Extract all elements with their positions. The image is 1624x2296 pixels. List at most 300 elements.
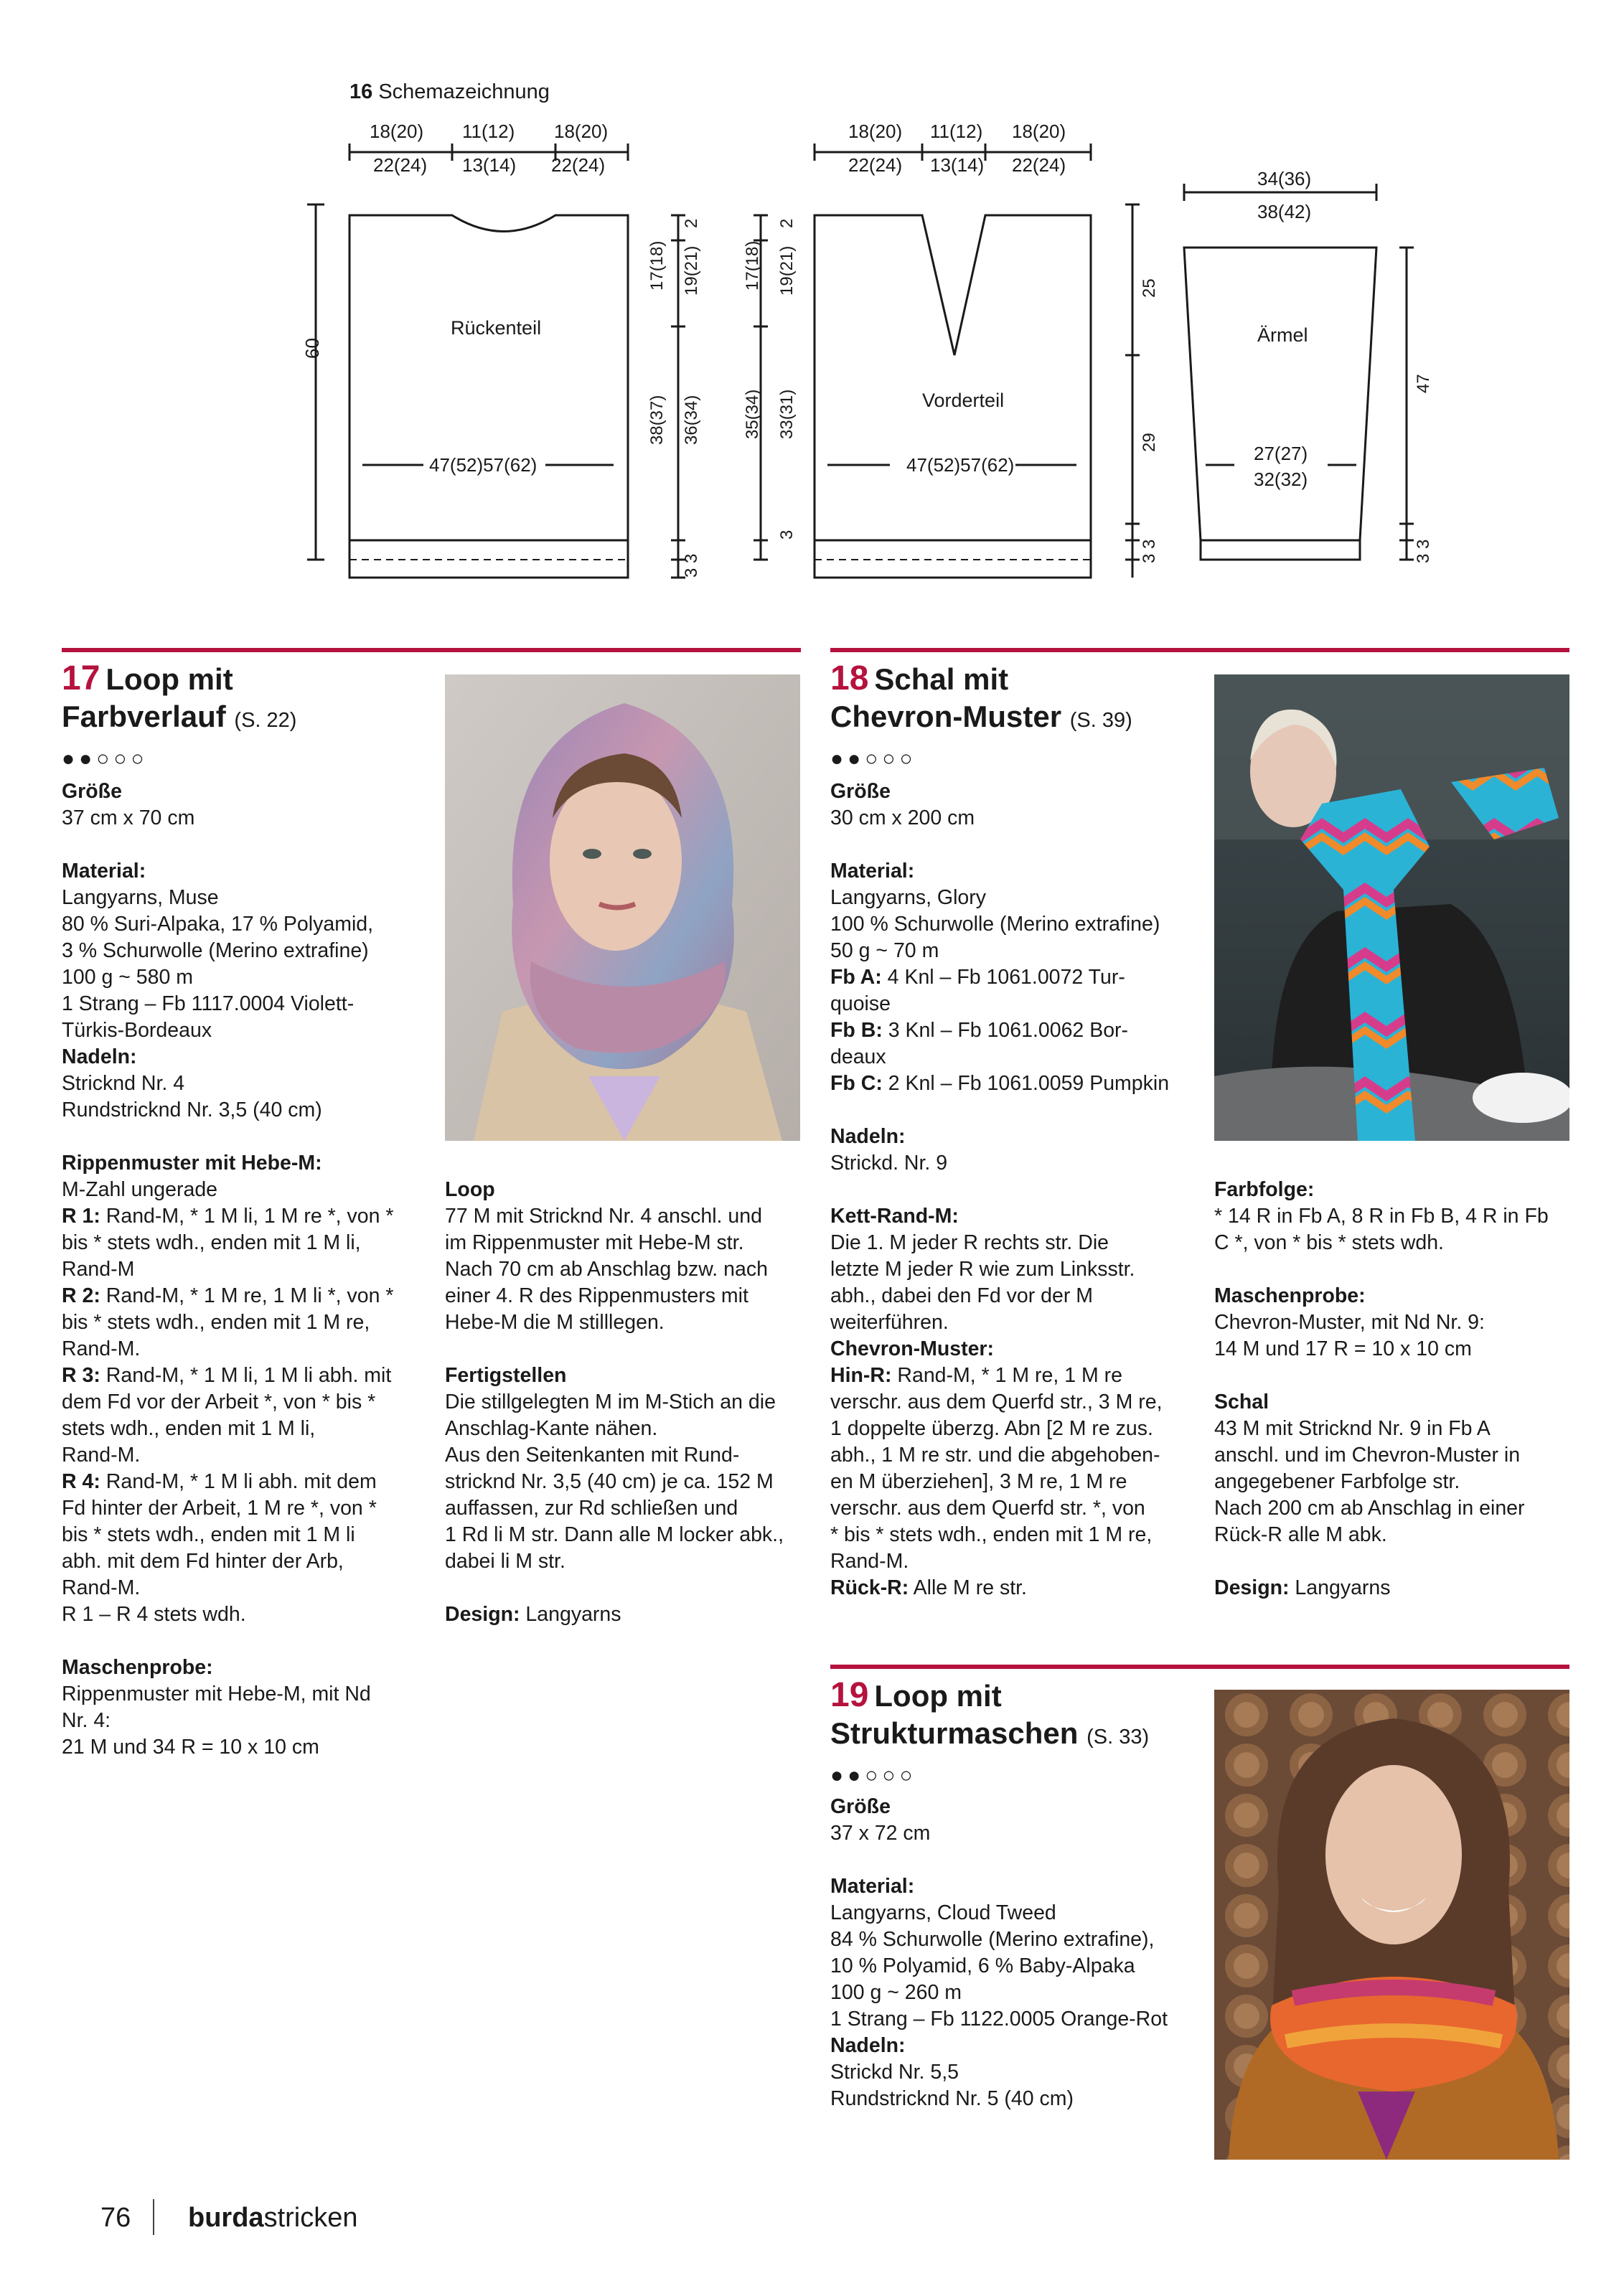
text-value: Loop <box>445 1178 495 1201</box>
text-line <box>1214 1442 1573 1469</box>
text-key: R 2: <box>62 1284 100 1307</box>
text-line <box>62 964 442 991</box>
front-side-25: 25 <box>1140 278 1159 298</box>
text-value: * bis * stets wdh., enden mit 1 M re, <box>830 1523 1153 1546</box>
text-line <box>830 1495 1211 1522</box>
text-value: bis * stets wdh., enden mit 1 M re, <box>62 1311 370 1334</box>
text-line <box>830 1416 1211 1442</box>
text-value: auffassen, zur Rd schließen und <box>445 1497 738 1520</box>
text-line <box>830 1177 1211 1203</box>
text-key: Design: <box>1214 1576 1290 1599</box>
text-value: letzte M jeder R wie zum Linksstr. <box>830 1258 1135 1281</box>
text-line <box>445 1336 804 1363</box>
text-line <box>830 778 1211 805</box>
text-line <box>830 1794 1211 1820</box>
text-value: Aus den Seitenkanten mit Rund- <box>445 1444 740 1467</box>
text-value: Rundstricknd Nr. 3,5 (40 cm) <box>62 1098 322 1121</box>
text-value: Rand-M, * 1 M li, 1 M re *, von * <box>100 1205 394 1228</box>
text-line <box>445 1601 804 1628</box>
text-line <box>830 1389 1211 1416</box>
p17-number: 17 <box>62 659 100 697</box>
schema-drawing <box>0 0 1624 617</box>
text-line <box>830 1309 1211 1336</box>
text-line <box>830 885 1211 911</box>
text-line <box>1214 1575 1573 1601</box>
text-line <box>1214 1416 1573 1442</box>
p19-difficulty-rating: ●●○○○ <box>830 1764 917 1787</box>
p18-title-1: Schal mit <box>874 662 1009 696</box>
text-value: verschr. aus dem Querfd str. *, von <box>830 1497 1145 1520</box>
text-value: C *, von * bis * stets wdh. <box>1214 1231 1444 1254</box>
text-value: 84 % Schurwolle (Merino extrafine), <box>830 1928 1155 1951</box>
p17-page-ref: (S. 22) <box>234 709 297 732</box>
text-line <box>830 1044 1211 1071</box>
text-line <box>830 1522 1211 1548</box>
front-label: Vorderteil <box>922 390 1005 411</box>
text-key: Fb B: <box>830 1019 883 1042</box>
text-value: Langyarns <box>1289 1576 1391 1599</box>
p19-header <box>830 1677 1203 1756</box>
text-line <box>445 1548 804 1575</box>
text-line <box>62 832 442 858</box>
text-value: Rand-M <box>62 1258 135 1281</box>
sleeve-height: 47 <box>1414 374 1433 393</box>
front-top-dim-1c: 18(20) <box>1012 121 1066 142</box>
text-value: Türkis-Bordeaux <box>62 1019 212 1042</box>
back-side-3634: 36(34) <box>682 395 701 445</box>
p17-difficulty-rating: ●●○○○ <box>62 747 149 771</box>
text-value: R 1 – R 4 stets wdh. <box>62 1603 246 1626</box>
back-side-1921: 19(21) <box>682 245 701 296</box>
text-value: Größe <box>62 780 122 803</box>
p18-text-col-2 <box>1214 1177 1573 1601</box>
text-line <box>830 1097 1211 1124</box>
p17-text-col-2 <box>445 1177 804 1628</box>
back-side-2: 2 <box>682 218 701 228</box>
text-value: Rippenmuster mit Hebe-M, mit Nd <box>62 1683 371 1705</box>
p19-number: 19 <box>830 1676 869 1714</box>
text-value: Material: <box>830 860 915 883</box>
text-line <box>62 911 442 938</box>
text-line <box>830 1442 1211 1469</box>
text-value: Langyarns <box>520 1603 621 1626</box>
text-line <box>62 1708 442 1734</box>
text-line <box>62 938 442 964</box>
text-value: Hebe-M die M stilllegen. <box>445 1311 665 1334</box>
text-line <box>1214 1309 1573 1336</box>
text-line <box>830 1873 1211 1900</box>
text-line <box>830 1336 1211 1363</box>
text-line <box>830 991 1211 1017</box>
text-line <box>445 1442 804 1469</box>
text-line <box>830 1203 1211 1230</box>
text-line <box>62 1336 442 1363</box>
front-top-dim-2a: 22(24) <box>848 154 903 176</box>
text-line <box>445 1469 804 1495</box>
p18-title-2: Chevron-Muster <box>830 700 1062 733</box>
text-value: Material: <box>830 1875 915 1898</box>
front-side-1921: 19(21) <box>777 245 797 296</box>
text-value: Rundstricknd Nr. 5 (40 cm) <box>830 2087 1074 2110</box>
front-top-dim-2c: 22(24) <box>1012 154 1066 176</box>
text-line <box>1214 1469 1573 1495</box>
text-value: Langyarns, Cloud Tweed <box>830 1901 1056 1924</box>
front-side-3331: 33(31) <box>777 389 797 439</box>
sleeve-piece-outline <box>1184 248 1376 540</box>
text-line <box>445 1416 804 1442</box>
text-value: 50 g ~ 70 m <box>830 939 939 962</box>
text-line <box>62 1071 442 1097</box>
text-value: Chevron-Muster, mit Nd Nr. 9: <box>1214 1311 1485 1334</box>
text-line <box>1214 1336 1573 1363</box>
back-top-dim-1c: 18(20) <box>554 121 609 142</box>
text-line <box>830 911 1211 938</box>
p19-text-col-1 <box>830 1794 1211 2112</box>
text-value: 77 M mit Stricknd Nr. 4 anschl. und <box>445 1205 762 1228</box>
text-line <box>62 1681 442 1708</box>
text-value: Größe <box>830 1795 891 1818</box>
text-line <box>1214 1522 1573 1548</box>
text-value: 21 M und 34 R = 10 x 10 cm <box>62 1736 319 1759</box>
text-value: 37 x 72 cm <box>830 1822 931 1845</box>
text-line <box>830 805 1211 832</box>
front-side-3: 3 <box>777 530 797 540</box>
text-value: Nach 200 cm ab Anschlag in einer <box>1214 1497 1525 1520</box>
text-value: 1 doppelte überzg. Abn [2 M re zus. <box>830 1417 1153 1440</box>
text-line <box>62 805 442 832</box>
p18-number: 18 <box>830 659 869 697</box>
sleeve-side-33: 3 3 <box>1414 539 1433 563</box>
p18-page-ref: (S. 39) <box>1069 709 1132 732</box>
sleeve-bottom-2: 32(32) <box>1254 469 1308 490</box>
text-value: abh., 1 M re str. und die abgehoben- <box>830 1444 1160 1467</box>
p19-title-2: Strukturmaschen <box>830 1716 1079 1750</box>
text-value: Chevron-Muster: <box>830 1337 995 1360</box>
text-line <box>62 1256 442 1283</box>
text-line <box>62 1628 442 1655</box>
text-line <box>62 1522 442 1548</box>
p18-header <box>830 660 1203 739</box>
text-value: anschl. und im Chevron-Muster in <box>1214 1444 1521 1467</box>
text-value: Nadeln: <box>830 2034 906 2057</box>
text-value: Anschlag-Kante nähen. <box>445 1417 658 1440</box>
text-line <box>830 1363 1211 1389</box>
p19-page-ref: (S. 33) <box>1086 1726 1150 1749</box>
text-line <box>62 1389 442 1416</box>
text-value: Rand-M, * 1 M li, 1 M li abh. mit <box>100 1364 392 1387</box>
text-value: Kett-Rand-M: <box>830 1205 959 1228</box>
text-value: Die stillgelegten M im M-Stich an die <box>445 1391 776 1413</box>
front-side-3534: 35(34) <box>743 389 762 439</box>
text-line <box>1214 1363 1573 1389</box>
text-value: Farbfolge: <box>1214 1178 1315 1201</box>
text-line <box>830 1124 1211 1150</box>
p17-header <box>62 660 435 739</box>
front-top-dim-2b: 13(14) <box>930 154 985 176</box>
back-top-dim-1a: 18(20) <box>370 121 424 142</box>
text-key: R 4: <box>62 1470 100 1493</box>
text-value: Rand-M. <box>62 1576 141 1599</box>
text-line <box>62 1442 442 1469</box>
text-line <box>1214 1203 1573 1230</box>
text-line <box>62 1655 442 1681</box>
text-line <box>62 1017 442 1044</box>
text-line <box>1214 1283 1573 1309</box>
text-value: Rippenmuster mit Hebe-M: <box>62 1152 322 1175</box>
p18-text-col-1 <box>830 778 1211 1601</box>
text-line <box>830 2006 1211 2033</box>
text-value: 43 M mit Stricknd Nr. 9 in Fb A <box>1214 1417 1491 1440</box>
schema-section <box>0 0 1624 617</box>
text-line <box>830 1820 1211 1847</box>
text-line <box>445 1256 804 1283</box>
text-value: 10 % Polyamid, 6 % Baby-Alpaka <box>830 1954 1135 1977</box>
text-line <box>62 1548 442 1575</box>
text-value: 100 g ~ 580 m <box>62 966 194 989</box>
text-line <box>830 1953 1211 1980</box>
text-line <box>62 1601 442 1628</box>
text-value: Rand-M. <box>830 1550 909 1573</box>
text-line <box>62 1150 442 1177</box>
text-value: Strickd Nr. 5,5 <box>830 2061 959 2084</box>
back-side-1718: 17(18) <box>647 240 667 291</box>
text-key: Hin-R: <box>830 1364 892 1387</box>
page-number: 76 <box>100 2203 131 2233</box>
text-value: 100 % Schurwolle (Merino extrafine) <box>830 913 1160 936</box>
front-top-dim-1a: 18(20) <box>848 121 903 142</box>
text-line <box>830 1469 1211 1495</box>
p19-rule <box>830 1665 1569 1669</box>
text-value: Rand-M, * 1 M li abh. mit dem <box>100 1470 377 1493</box>
text-line <box>62 1734 442 1761</box>
text-line <box>62 1124 442 1150</box>
text-value: stricknd Nr. 3,5 (40 cm) je ca. 152 M <box>445 1470 774 1493</box>
front-side-1718: 17(18) <box>743 240 762 291</box>
text-line <box>445 1522 804 1548</box>
text-line <box>445 1177 804 1203</box>
text-value: * 14 R in Fb A, 8 R in Fb B, 4 R in Fb <box>1214 1205 1549 1228</box>
text-line <box>1214 1389 1573 1416</box>
text-value: Größe <box>830 780 891 803</box>
text-value: angegebener Farbfolge str. <box>1214 1470 1460 1493</box>
text-value: en M überziehen], 3 M re, 1 M re <box>830 1470 1127 1493</box>
text-line <box>830 1847 1211 1873</box>
brand-bold: burda <box>188 2203 264 2233</box>
text-value: Material: <box>62 860 146 883</box>
sleeve-top-2: 38(42) <box>1257 201 1312 222</box>
text-value: weiterführen. <box>830 1311 949 1334</box>
p18-difficulty-rating: ●●○○○ <box>830 747 917 771</box>
text-value: quoise <box>830 992 891 1015</box>
text-line <box>62 1177 442 1203</box>
text-value: Stricknd Nr. 4 <box>62 1072 185 1095</box>
text-key: Rück-R: <box>830 1576 909 1599</box>
p17-photo <box>445 674 800 1141</box>
p19-photo <box>1214 1690 1569 2160</box>
text-line <box>830 832 1211 858</box>
text-line <box>830 1980 1211 2006</box>
text-line <box>1214 1177 1573 1203</box>
back-top-dim-1b: 11(12) <box>462 121 515 142</box>
text-line <box>445 1363 804 1389</box>
text-value: 30 cm x 200 cm <box>830 806 975 829</box>
text-value: einer 4. R des Rippenmusters mit <box>445 1284 748 1307</box>
text-line <box>830 1256 1211 1283</box>
text-line <box>830 1575 1211 1601</box>
text-value: M-Zahl ungerade <box>62 1178 218 1201</box>
text-line <box>445 1575 804 1601</box>
back-label: Rückenteil <box>451 317 542 339</box>
text-line <box>1214 1548 1573 1575</box>
back-top-dim-2a: 22(24) <box>373 154 428 176</box>
text-value: 4 Knl – Fb 1061.0072 Tur- <box>881 966 1125 989</box>
text-line <box>62 1309 442 1336</box>
text-line <box>62 1283 442 1309</box>
text-line <box>62 1575 442 1601</box>
sleeve-label: Ärmel <box>1257 324 1308 346</box>
p18-rule <box>830 648 1569 652</box>
text-value: 1 Rd li M str. Dann alle M locker abk., <box>445 1523 784 1546</box>
text-line <box>62 1363 442 1389</box>
text-line <box>1214 1230 1573 1256</box>
text-value: 14 M und 17 R = 10 x 10 cm <box>1214 1337 1472 1360</box>
text-line <box>830 2086 1211 2112</box>
text-value: im Rippenmuster mit Hebe-M str. <box>445 1231 744 1254</box>
text-line <box>1214 1256 1573 1283</box>
p17-title-1: Loop mit <box>105 662 233 696</box>
text-value: 3 % Schurwolle (Merino extrafine) <box>62 939 369 962</box>
back-piece-outline <box>349 215 628 578</box>
text-line <box>830 1548 1211 1575</box>
text-line <box>830 938 1211 964</box>
text-value: Rand-M. <box>62 1444 141 1467</box>
front-side-33: 3 3 <box>1140 539 1159 563</box>
schema-title-text: Schemazeichnung <box>378 80 550 103</box>
text-line <box>445 1495 804 1522</box>
text-value: dabei li M str. <box>445 1550 565 1573</box>
text-line <box>1214 1495 1573 1522</box>
text-value: Nach 70 cm ab Anschlag bzw. nach <box>445 1258 768 1281</box>
sleeve-bottom-1: 27(27) <box>1254 443 1308 464</box>
text-line <box>62 885 442 911</box>
front-top-dim-1b: 11(12) <box>930 121 983 142</box>
back-top-dim-2c: 22(24) <box>551 154 606 176</box>
text-value: Alle M re str. <box>909 1576 1027 1599</box>
text-line <box>830 1071 1211 1097</box>
text-value: Fertigstellen <box>445 1364 567 1387</box>
text-line <box>445 1203 804 1230</box>
text-value: Nadeln: <box>62 1045 137 1068</box>
text-line <box>830 858 1211 885</box>
text-line <box>830 2033 1211 2059</box>
text-line <box>830 2059 1211 2086</box>
footer-divider <box>153 2199 154 2235</box>
text-key: R 3: <box>62 1364 100 1387</box>
text-value: stets wdh., enden mit 1 M li, <box>62 1417 316 1440</box>
text-line <box>62 1203 442 1230</box>
text-value: Rück-R alle M abk. <box>1214 1523 1387 1546</box>
back-side-33: 3 3 <box>682 553 701 578</box>
p17-rule <box>62 648 801 652</box>
front-side-2: 2 <box>777 218 797 228</box>
text-value: Langyarns, Muse <box>62 886 219 909</box>
p19-title-1: Loop mit <box>874 1679 1002 1713</box>
sleeve-top-1: 34(36) <box>1257 168 1312 189</box>
text-value: abh., dabei den Fd vor der M <box>830 1284 1093 1307</box>
p17-text-col-1 <box>62 778 442 1761</box>
text-value: Die 1. M jeder R rechts str. Die <box>830 1231 1109 1254</box>
p18-photo <box>1214 674 1569 1141</box>
text-value: Nadeln: <box>830 1125 906 1148</box>
text-value: Fd hinter der Arbeit, 1 M re *, von * <box>62 1497 377 1520</box>
back-height: 60 <box>301 338 323 359</box>
text-value: 1 Strang – Fb 1122.0005 Orange-Rot <box>830 2008 1168 2031</box>
text-value: Rand-M, * 1 M re, 1 M re <box>891 1364 1122 1387</box>
back-side-3837: 38(37) <box>647 395 667 445</box>
text-key: R 1: <box>62 1205 100 1228</box>
text-value: Rand-M. <box>62 1337 141 1360</box>
text-line <box>830 1283 1211 1309</box>
text-line <box>62 1230 442 1256</box>
text-line <box>62 1495 442 1522</box>
text-value: 80 % Suri-Alpaka, 17 % Polyamid, <box>62 913 374 936</box>
text-value: bis * stets wdh., enden mit 1 M li <box>62 1523 355 1546</box>
text-line <box>830 1150 1211 1177</box>
text-value: deaux <box>830 1045 886 1068</box>
back-width: 47(52)57(62) <box>429 454 538 476</box>
text-value: Maschenprobe: <box>62 1656 213 1679</box>
text-value: dem Fd vor der Arbeit *, von * bis * <box>62 1391 376 1413</box>
text-value: 3 Knl – Fb 1061.0062 Bor- <box>882 1019 1129 1042</box>
footer-brand <box>188 2203 357 2234</box>
text-line <box>62 778 442 805</box>
text-line <box>830 1900 1211 1926</box>
text-value: Strickd. Nr. 9 <box>830 1152 948 1175</box>
text-value: abh. mit dem Fd hinter der Arb, <box>62 1550 344 1573</box>
text-line <box>445 1230 804 1256</box>
text-line <box>830 964 1211 991</box>
text-line <box>830 1926 1211 1953</box>
text-key: Fb A: <box>830 966 882 989</box>
text-line <box>62 1416 442 1442</box>
text-line <box>830 1017 1211 1044</box>
text-key: Fb C: <box>830 1072 883 1095</box>
text-value: bis * stets wdh., enden mit 1 M li, <box>62 1231 361 1254</box>
back-top-dim-2b: 13(14) <box>462 154 517 176</box>
front-width: 47(52)57(62) <box>906 454 1015 476</box>
text-value: 100 g ~ 260 m <box>830 1981 962 2004</box>
text-value: Schal <box>1214 1391 1269 1413</box>
text-line <box>445 1283 804 1309</box>
text-value: 1 Strang – Fb 1117.0004 Violett- <box>62 992 355 1015</box>
text-line <box>62 1044 442 1071</box>
text-value: Rand-M, * 1 M re, 1 M li *, von * <box>100 1284 394 1307</box>
text-value: Langyarns, Glory <box>830 886 987 909</box>
text-line <box>445 1309 804 1336</box>
text-line <box>62 991 442 1017</box>
front-side-29: 29 <box>1140 433 1159 452</box>
text-value: Nr. 4: <box>62 1709 111 1732</box>
brand-regular: stricken <box>263 2203 358 2233</box>
text-value: 37 cm x 70 cm <box>62 806 195 829</box>
schema-number: 16 <box>349 80 373 103</box>
text-line <box>445 1389 804 1416</box>
text-value: verschr. aus dem Querfd str., 3 M re, <box>830 1391 1163 1413</box>
text-value: Maschenprobe: <box>1214 1284 1366 1307</box>
text-value: 2 Knl – Fb 1061.0059 Pumpkin <box>882 1072 1170 1095</box>
text-line <box>62 1469 442 1495</box>
text-key: Design: <box>445 1603 520 1626</box>
